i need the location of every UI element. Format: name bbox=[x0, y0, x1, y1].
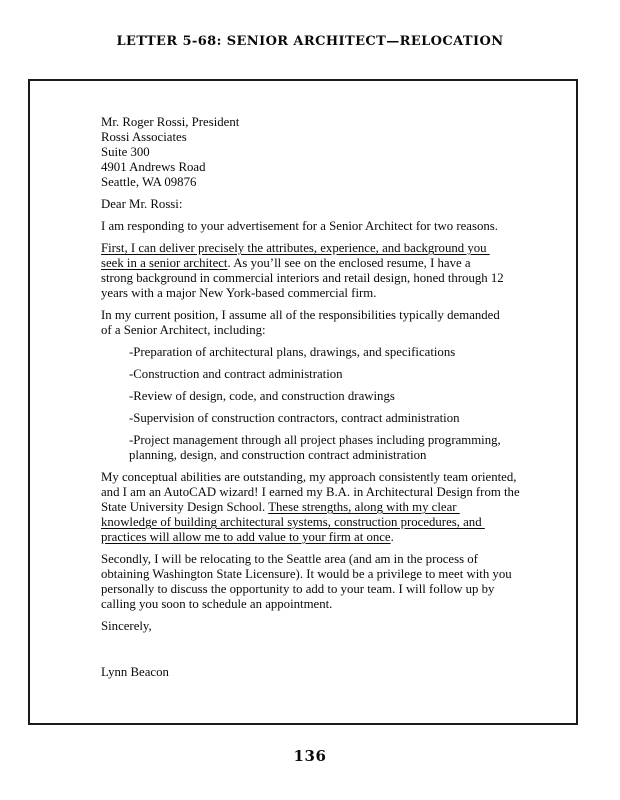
letter-text: Rossi Associates bbox=[101, 130, 187, 144]
letter-text: -Review of design, code, and construction drawings bbox=[129, 389, 395, 403]
letter-text: obtaining Washington State Licensure). It would be a privilege to meet with you bbox=[101, 567, 512, 581]
letter-text: years with a major New York-based commercial firm. bbox=[101, 286, 377, 300]
letter-line bbox=[101, 597, 556, 612]
letter-line bbox=[101, 308, 556, 323]
letter-line bbox=[101, 500, 556, 515]
letter-text: . bbox=[390, 530, 394, 544]
letter-text: In my current position, I assume all of the responsibilities typically demanded bbox=[101, 308, 500, 322]
paragraph-strengths bbox=[101, 470, 556, 545]
letter-line bbox=[101, 145, 556, 160]
letter-line bbox=[101, 130, 556, 145]
letter-text: calling you soon to schedule an appointment. bbox=[101, 597, 333, 611]
letter-frame bbox=[28, 79, 578, 725]
letter-line bbox=[101, 271, 556, 286]
letter-line bbox=[129, 411, 556, 426]
letter-line bbox=[101, 567, 556, 582]
paragraph-intro bbox=[101, 219, 556, 234]
underlined-text: These strengths, along with my clear bbox=[268, 500, 460, 514]
letter-line bbox=[101, 175, 556, 190]
letter-text: planning, design, and construction contract administration bbox=[129, 448, 427, 462]
letter-line bbox=[129, 345, 556, 360]
letter-text: strong background in commercial interiors and retail design, honed through 12 bbox=[101, 271, 504, 285]
letter-text: . As you’ll see on the enclosed resume, I have a bbox=[227, 256, 471, 270]
letter-text: State University Design School. bbox=[101, 500, 269, 514]
letter-text: Seattle, WA 09876 bbox=[101, 175, 197, 189]
recipient-address bbox=[101, 115, 556, 190]
letter-text: Secondly, I will be relocating to the Seattle area (and am in the process of bbox=[101, 552, 478, 566]
responsibility-item-2 bbox=[129, 367, 556, 382]
letter-text: Sincerely, bbox=[101, 619, 152, 633]
underlined-text: seek in a senior architect bbox=[101, 256, 228, 270]
letter-line bbox=[129, 433, 556, 448]
letter-line bbox=[101, 286, 556, 301]
responsibility-item-1 bbox=[129, 345, 556, 360]
letter-line bbox=[101, 530, 556, 545]
letter-line bbox=[101, 160, 556, 175]
letter-text: personally to discuss the opportunity to add to your team. I will follow up by bbox=[101, 582, 495, 596]
letter-line bbox=[101, 256, 556, 271]
letter-body bbox=[101, 115, 556, 680]
letter-line bbox=[101, 115, 556, 130]
underlined-text: First, I can deliver precisely the attributes, experience, and background you bbox=[101, 241, 490, 255]
letter-text: -Construction and contract administration bbox=[129, 367, 343, 381]
underlined-text: knowledge of building architectural systems, construction procedures, and bbox=[101, 515, 485, 529]
closing bbox=[101, 619, 556, 634]
letter-line bbox=[101, 552, 556, 567]
letter-line bbox=[101, 197, 556, 212]
letter-text: Mr. Roger Rossi, President bbox=[101, 115, 240, 129]
letter-line bbox=[101, 323, 556, 338]
letter-line bbox=[101, 582, 556, 597]
letter-text: -Preparation of architectural plans, drawings, and specifications bbox=[129, 345, 456, 359]
letter-text: Suite 300 bbox=[101, 145, 150, 159]
letter-line bbox=[101, 619, 556, 634]
signature-name bbox=[101, 665, 556, 680]
letter-line bbox=[129, 389, 556, 404]
letter-text: -Supervision of construction contractors, contract administration bbox=[129, 411, 460, 425]
underlined-text: practices will allow me to add value to your firm at once bbox=[101, 530, 391, 544]
letter-text: My conceptual abilities are outstanding, my approach consistently team oriented, bbox=[101, 470, 517, 484]
letter-line bbox=[129, 367, 556, 382]
responsibility-item-5 bbox=[129, 433, 556, 463]
page-number: 136 bbox=[293, 747, 327, 765]
paragraph-current-position bbox=[101, 308, 556, 338]
letter-line bbox=[101, 515, 556, 530]
letter-line bbox=[101, 241, 556, 256]
responsibility-item-4 bbox=[129, 411, 556, 426]
letter-line bbox=[101, 470, 556, 485]
letter-line bbox=[101, 665, 556, 680]
salutation bbox=[101, 197, 556, 212]
letter-line bbox=[101, 219, 556, 234]
letter-line bbox=[129, 448, 556, 463]
letter-text: Lynn Beacon bbox=[101, 665, 169, 679]
page-title: LETTER 5-68: SENIOR ARCHITECT—RELOCATION bbox=[116, 34, 504, 49]
letter-text: and I am an AutoCAD wizard! I earned my B.A. in Architectural Design from the bbox=[101, 485, 520, 499]
letter-text: of a Senior Architect, including: bbox=[101, 323, 266, 337]
responsibility-item-3 bbox=[129, 389, 556, 404]
paragraph-first-reason bbox=[101, 241, 556, 301]
letter-line bbox=[101, 485, 556, 500]
letter-text: I am responding to your advertisement for a Senior Architect for two reasons. bbox=[101, 219, 498, 233]
paragraph-second-reason bbox=[101, 552, 556, 612]
letter-text: -Project management through all project phases including programming, bbox=[129, 433, 501, 447]
letter-text: 4901 Andrews Road bbox=[101, 160, 206, 174]
letter-text: Dear Mr. Rossi: bbox=[101, 197, 183, 211]
